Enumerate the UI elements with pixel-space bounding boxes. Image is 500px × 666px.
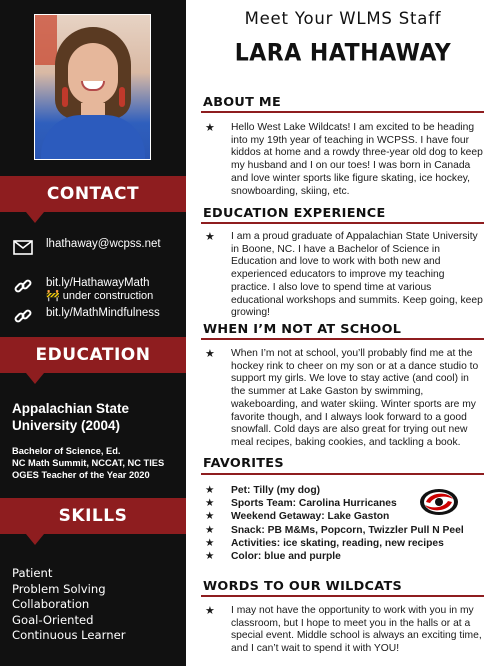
favorite-item: ★ Color: blue and purple bbox=[205, 551, 341, 563]
favorite-item: ★ Pet: Tilly (my dog) bbox=[205, 485, 321, 496]
words-title: WORDS TO OUR WILDCATS bbox=[203, 579, 402, 594]
skill-item: Collaboration bbox=[12, 597, 90, 612]
link-row-1[interactable] bbox=[12, 276, 153, 303]
favorites-title: FAVORITES bbox=[203, 456, 284, 471]
link-icon bbox=[12, 276, 34, 296]
education-experience-section bbox=[203, 231, 486, 320]
star-icon: ★ bbox=[205, 511, 215, 523]
skills-list bbox=[12, 566, 125, 644]
hurricanes-logo-icon bbox=[418, 487, 460, 517]
favorite-item: ★ Activities: ice skating, reading, new recipes bbox=[205, 537, 444, 549]
profile-photo bbox=[34, 14, 151, 160]
section-divider bbox=[201, 473, 484, 475]
section-divider bbox=[201, 111, 484, 113]
not-at-school-title: WHEN I’M NOT AT SCHOOL bbox=[203, 322, 402, 337]
construction-icon: 🚧 bbox=[46, 290, 60, 302]
sidebar bbox=[0, 0, 186, 666]
not-at-school-section bbox=[203, 348, 486, 450]
star-icon: ★ bbox=[205, 485, 215, 496]
hathaway-math-link[interactable]: bit.ly/HathawayMath bbox=[46, 277, 150, 289]
about-section bbox=[203, 122, 486, 198]
skills-title: SKILLS bbox=[58, 506, 128, 526]
star-icon: ★ bbox=[205, 498, 215, 510]
favorite-item: ★ Snack: PB M&Ms, Popcorn, Twizzler Pull N Peel bbox=[205, 524, 464, 536]
award: OGES Teacher of the Year 2020 bbox=[12, 470, 150, 480]
words-text: I may not have the opportunity to work with you in my classroom, but I hope to meet you in the halls or at a special event. Middle school is always an exciting time, and I can’t wait to spend it with YOU! bbox=[231, 605, 482, 655]
star-icon: ★ bbox=[205, 122, 215, 134]
star-icon: ★ bbox=[205, 551, 215, 563]
section-divider bbox=[201, 595, 484, 597]
about-title: ABOUT ME bbox=[203, 95, 281, 110]
skills-banner bbox=[0, 498, 186, 534]
education-title: EDUCATION bbox=[35, 345, 151, 365]
skill-item: Continuous Learner bbox=[12, 628, 126, 643]
contact-title: CONTACT bbox=[46, 184, 140, 204]
star-icon: ★ bbox=[205, 524, 215, 536]
section-divider bbox=[201, 338, 484, 340]
summits: NC Math Summit, NCCAT, NC TIES bbox=[12, 458, 165, 468]
section-divider bbox=[201, 222, 484, 224]
education-banner bbox=[0, 337, 186, 373]
favorite-item: ★ Sports Team: Carolina Hurricanes bbox=[205, 498, 397, 510]
skill-item: Goal-Oriented bbox=[12, 612, 94, 627]
favorite-item: ★ Weekend Getaway: Lake Gaston bbox=[205, 511, 390, 523]
link-icon bbox=[12, 306, 34, 326]
star-icon: ★ bbox=[205, 537, 215, 549]
staff-name: LARA HATHAWAY bbox=[234, 40, 452, 67]
school-name: Appalachian State University (2004) bbox=[12, 401, 130, 433]
not-at-school-text: When I’m not at school, you’ll probably find me at the hockey rink to cheer on my son or at a dance studio to support my girls. We love to stay active (and cool) in the summer at Lake Gaston by swimming, wakeboarding, and water skiing. Winter sports are my favorite though, and I always look forward to a good snowfall. Cold days are also great for trying out new meal recipes, baking cookies, and tackling a book. bbox=[231, 348, 479, 448]
email-link[interactable]: lhathaway@wcpss.net bbox=[46, 238, 161, 250]
star-icon: ★ bbox=[205, 605, 215, 617]
skill-item: Patient bbox=[12, 566, 53, 580]
email-row[interactable] bbox=[12, 237, 161, 257]
star-icon: ★ bbox=[205, 348, 215, 360]
math-mindfulness-link[interactable]: bit.ly/MathMindfulness bbox=[46, 307, 160, 319]
page-header: Meet Your WLMS Staff bbox=[244, 9, 442, 28]
contact-banner bbox=[0, 176, 186, 212]
words-section bbox=[203, 605, 486, 656]
star-icon: ★ bbox=[205, 231, 215, 243]
education-experience-title: EDUCATION EXPERIENCE bbox=[203, 206, 386, 221]
link-row-2[interactable] bbox=[12, 306, 160, 326]
skill-item: Problem Solving bbox=[12, 581, 106, 596]
education-details bbox=[12, 445, 184, 481]
construction-note: under construction bbox=[62, 290, 154, 302]
education-experience-text: I am a proud graduate of Appalachian State University in Boone, NC. I have a Bachelor of Science in Education and love to work with both new and experienced educators to improve my teaching practice. I also love to spend time at various educational workshops and summits. Keep going, keep growing! bbox=[231, 231, 483, 319]
envelope-icon bbox=[12, 237, 34, 257]
about-text: Hello West Lake Wildcats! I am excited to be heading into my 19th year of teaching in WCPSS. I have four kiddos at home and a rowdy three-year old dog to keep my husband and I on our toes! I was born in Canada and love winter sports like figure skating, ice hockey, snowboarding, skiing, etc. bbox=[231, 122, 483, 197]
degree: Bachelor of Science, Ed. bbox=[12, 446, 121, 456]
